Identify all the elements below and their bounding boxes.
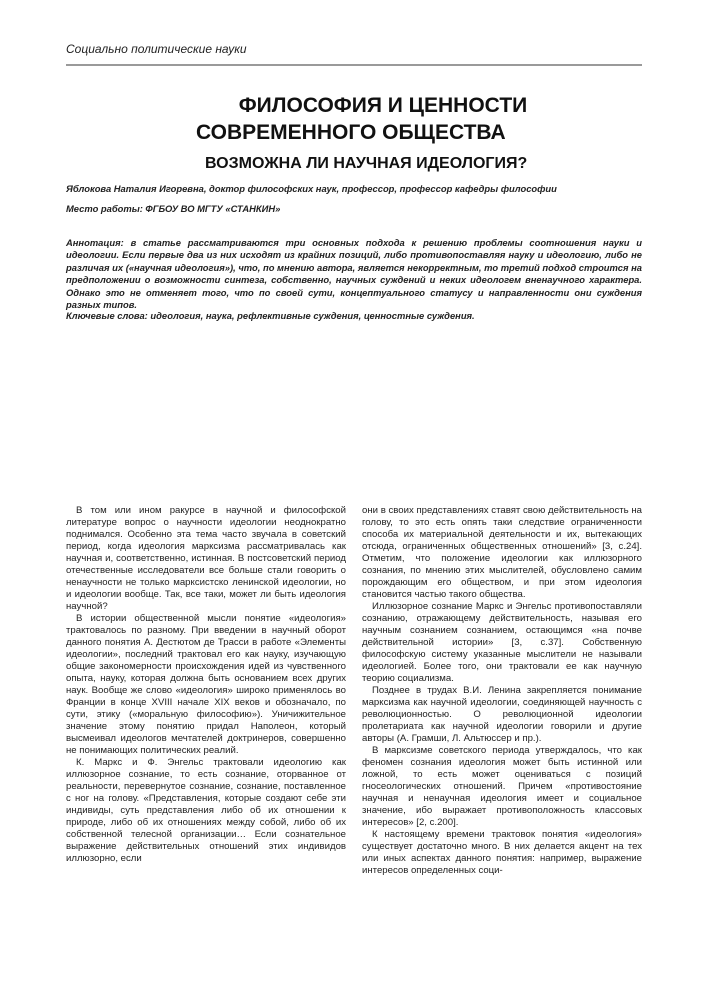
title-line-2: СОВРЕМЕННОГО ОБЩЕСТВА (196, 121, 506, 144)
paragraph: В том или ином ракурсе в научной и философской литературе вопрос о научности идеологии неоднократно поднимался. Особенно эта тема часто звучала в советский период, когда идеология марксизма рассматривалась как научная и, соответственно, истинная. В постсоветский период отечественные исследователи все больше стали говорить о ненаучности не только марксистско ленинской идеологии, но и идеологии вообще. Так, все таки, может ли быть идеология научной? (66, 505, 346, 612)
article-subtitle: ВОЗМОЖНА ЛИ НАУЧНАЯ ИДЕОЛОГИЯ? (205, 155, 528, 172)
paragraph: К. Маркс и Ф. Энгельс трактовали идеологию как иллюзорное сознание, то есть сознание, оторванное от реальности, перевернутое сознание, сознание, поставленное с ног на голову. «Представления, которые создают себе эти индивиды, суть представления либо об их отношении к природе, либо об их отношениях между собой, либо об их собственной телесной организации… Если сознательное выражение действительных отношений этих индивидов иллюзорно, если (66, 757, 346, 864)
left-column (66, 505, 346, 945)
paragraph: Иллюзорное сознание Маркс и Энгельс противопоставляли сознанию, отражающему действительность, называя его научным сознанием сознанием, остающимся «на почве действительной истории» [3, с.37]. Собственную философскую систему указанные мыслители не называли идеологией. Более того, они трактовали ее как научную теорию социализма. (362, 601, 642, 684)
title-line-1: ФИЛОСОФИЯ И ЦЕННОСТИ (238, 94, 528, 117)
paragraph: они в своих представлениях ставят свою действительность на голову, то это есть опять таки следствие ограниченности способа их материальной деятельности и их, вытекающих отсюда, ограниченных общественных отношений» [3, с.24]. Отметим, что положение идеологии как иллюзорного сознания, по мнению этих мыслителей, обусловлено самим порождающим его обществом, и при этом идеология становится частью такого общества. (362, 505, 642, 600)
paragraph: Позднее в трудах В.И. Ленина закрепляется понимание марксизма как научной идеологии, соединяющей научность с революционностью. О революционной идеологии пролетариата как научной идеологии говорили и другие авторы (А. Грамши, Л. Альтюссер и пр.). (362, 685, 642, 744)
paragraph: В истории общественной мысли понятие «идеология» трактовалось по разному. При введении в научный оборот данного понятия А. Дестютом де Трасси в работе «Элементы идеологии», последний трактовал его как науку, изучающую общие закономерности происхождения идей из чувственного опыта, науку, которая должна быть основанием всех других наук. Вообще же слово «идеология» широко применялось во Франции в конце XVIII начале XIX веков и обозначало, по сути, этику («моральную философию»). Уничижительное значение этому понятию придал Наполеон, который высмеивал идеологов мечтателей доктринеров, совершенно не понимающих политических реалий. (66, 613, 346, 756)
keywords: Ключевые слова: идеология, наука, рефлективные суждения, ценностные суждения. (66, 310, 475, 321)
author-line: Яблокова Наталия Игоревна, доктор философских наук, профессор, профессор кафедры философии (66, 183, 557, 194)
article-title (150, 92, 570, 146)
running-header: Социально политические науки (66, 42, 247, 56)
paragraph: В марксизме советского периода утверждалось, что как феномен сознания идеология может быть истинной или ложной, то есть может оцениваться с позиций гносеологических отношений. Причем «противостояние научная и ненаучная идеология имеет и социальное значение, ибо выражает противоположность классовых интересов» [2, с.200]. (362, 745, 642, 828)
paragraph: К настоящему времени трактовок понятия «идеология» существует достаточно много. В них делается акцент на тех или иных аспектах данного понятия: например, выражение интересов определенных соци- (362, 829, 642, 876)
abstract: Аннотация: в статье рассматриваются три основных подхода к решению проблемы соотношения науки и идеологии. Если первые два из них исходят из крайних позиций, либо противопоставляя науку и идеологию, либо не различая их («научная идеология»), что, по мнению автора, является некорректным, то третий подход строится на предположении о возможности синтеза, собственно, научных суждений и неких идеологем вненаучного характера. Однако это не отменяет того, что по своей сути, концептуального статусу и направленности они суждения разных типов. (66, 237, 642, 311)
workplace-line: Место работы: ФГБОУ ВО МГТУ «СТАНКИН» (66, 203, 281, 214)
right-column (362, 505, 642, 945)
header-divider (66, 64, 642, 66)
body-columns (66, 505, 642, 945)
